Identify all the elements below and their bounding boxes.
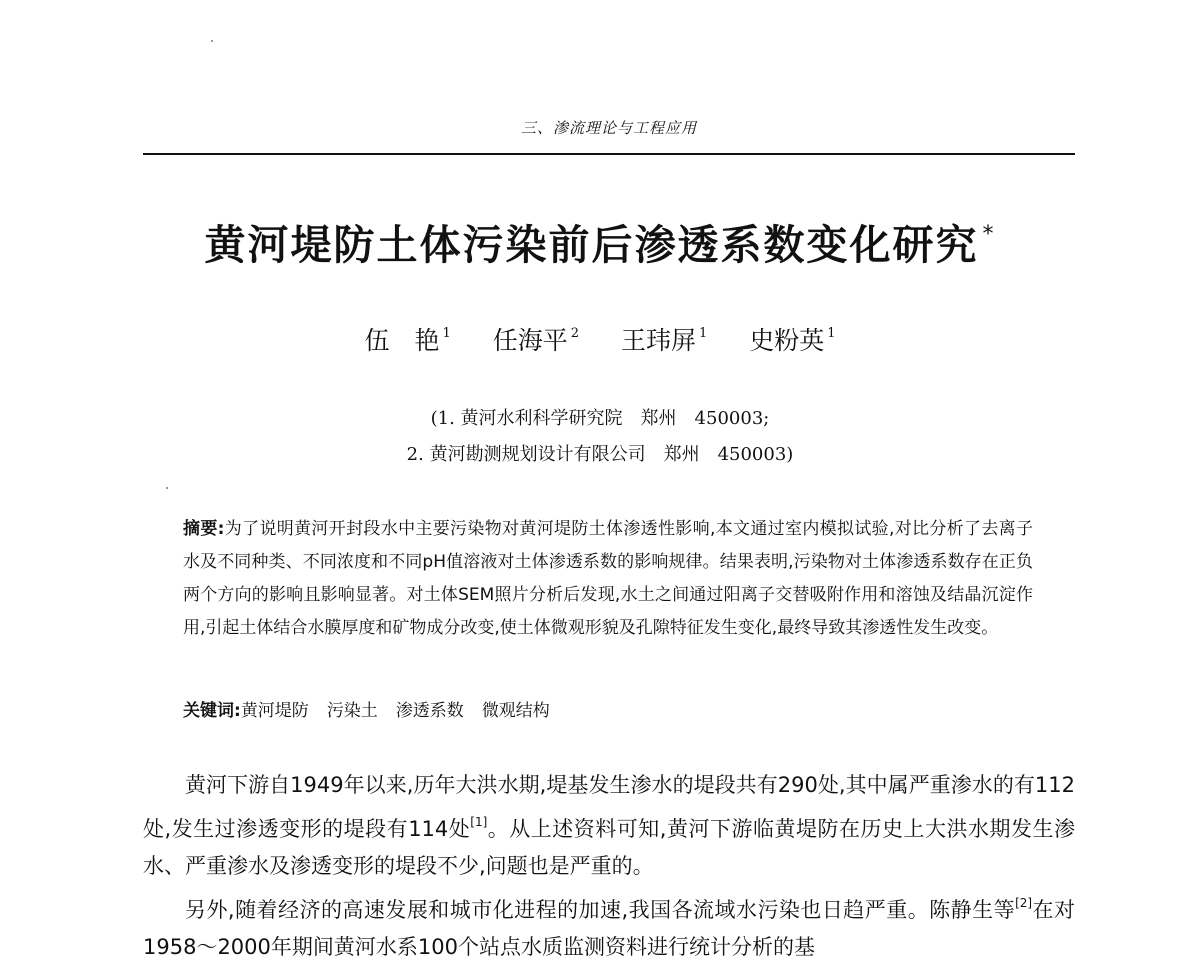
keyword: 微观结构 bbox=[481, 701, 550, 721]
paper-title-text: 黄河堤防土体污染前后渗透系数变化研究 bbox=[204, 221, 979, 269]
title-footnote-mark: * bbox=[982, 222, 996, 247]
body-text bbox=[143, 767, 1075, 966]
body-text-run: 在对1958～2000年期间黄河水系100个站点水质监测资料进行统计分析的基 bbox=[143, 898, 1075, 959]
abstract bbox=[183, 513, 1033, 645]
author-name: 伍 艳 bbox=[364, 326, 440, 355]
author bbox=[493, 321, 579, 357]
scan-speck bbox=[166, 487, 168, 489]
affiliation-2: 2. 黄河勘测规划设计有限公司 郑州 450003) bbox=[406, 444, 794, 465]
keyword: 污染土 bbox=[326, 701, 378, 721]
body-text-run: 。从上述资料可知,黄河下游临黄堤防在历史上大洪水期发生渗水、严重渗水及渗透变形的堤段不少,问题也是严重的。 bbox=[143, 817, 1075, 878]
keyword: 渗透系数 bbox=[395, 701, 464, 721]
affiliation-mark: 2 bbox=[570, 326, 580, 341]
body-text-run: 另外,随着经济的高速发展和城市化进程的加速,我国各流域水污染也日趋严重。陈静生等 bbox=[185, 898, 1016, 922]
author bbox=[364, 321, 450, 357]
body-paragraph-2 bbox=[143, 885, 1075, 966]
scan-speck bbox=[211, 40, 213, 42]
author bbox=[621, 321, 707, 357]
author-name: 王玮屏 bbox=[620, 326, 696, 355]
keywords-label: 关键词: bbox=[183, 701, 241, 721]
abstract-text: 为了说明黄河开封段水中主要污染物对黄河堤防土体渗透性影响,本文通过室内模拟试验,对比分析了去离子水及不同种类、不同浓度和不同pH值溶液对土体渗透系数的影响规律。结果表明,污染物对土体渗透系数存在正负两个方向的影响且影响显著。对土体SEM照片分析后发现,水土之间通过阳离子交替吸附作用和溶蚀及结晶沉淀作用,引起土体结合水膜厚度和矿物成分改变,使土体微观形貌及孔隙特征发生变化,最终导致其渗透性发生改变。 bbox=[183, 519, 1033, 638]
affiliation-mark: 1 bbox=[698, 326, 708, 341]
citation-ref-2: [2] bbox=[1015, 896, 1033, 910]
header-rule bbox=[143, 153, 1075, 155]
author bbox=[749, 321, 835, 357]
affiliation-mark: 1 bbox=[442, 326, 451, 341]
body-paragraph-1 bbox=[143, 767, 1075, 885]
affiliation-1: (1. 黄河水利科学研究院 郑州 450003; bbox=[430, 408, 770, 429]
author-name: 任海平 bbox=[492, 326, 568, 355]
abstract-label: 摘要: bbox=[183, 519, 225, 539]
affiliation-mark: 1 bbox=[827, 326, 836, 341]
body-text-run: 黄河下游自1949年以来,历年大洪水期,堤基发生渗水的堤段共有290处,其中属严重渗水的有112处,发生过渗透变形的堤段有114处 bbox=[143, 773, 1075, 841]
author-name: 史粉英 bbox=[749, 326, 825, 355]
author-list bbox=[100, 321, 1100, 357]
running-header: 三、渗流理论与工程应用 bbox=[520, 119, 697, 137]
paper-title bbox=[100, 212, 1100, 271]
keyword: 黄河堤防 bbox=[240, 701, 309, 721]
citation-ref-1: [1] bbox=[470, 815, 488, 829]
keywords bbox=[183, 696, 1033, 721]
